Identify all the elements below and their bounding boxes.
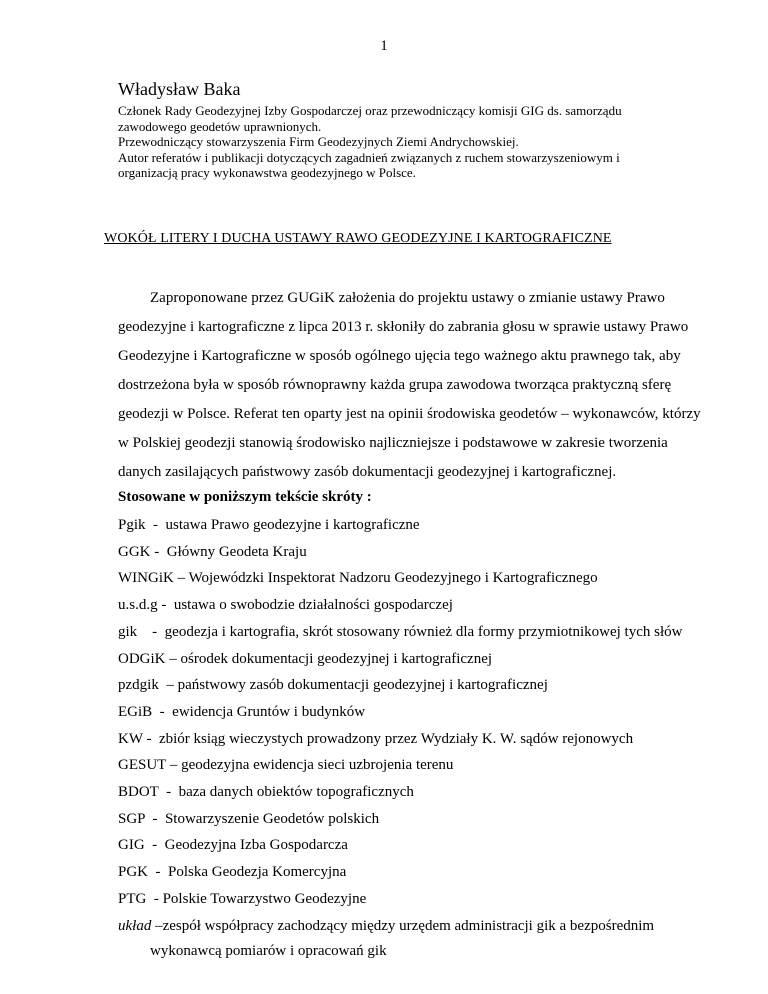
abbreviation-term: układ xyxy=(118,917,152,934)
abbreviation-separator: - xyxy=(158,784,179,801)
abbreviations-list xyxy=(118,512,718,963)
abbreviation-term: KW xyxy=(118,730,143,747)
abbreviation-definition: ustawa o swobodzie działalności gospodarczej xyxy=(173,597,453,614)
abbreviation-item xyxy=(118,832,718,859)
abbreviation-definition: ośrodek dokumentacji geodezyjnej i kartograficznej xyxy=(180,650,493,667)
abbreviation-item xyxy=(118,726,718,753)
abbreviation-term: PTG xyxy=(118,890,147,907)
abbreviation-separator: - xyxy=(137,623,165,640)
abbreviation-definition: Polska Geodezja Komercyjna xyxy=(168,864,347,881)
abbreviation-definition: zbiór ksiąg wieczystych prowadzony przez Wydziały K. W. sądów rejonowych xyxy=(158,730,634,747)
abbreviation-term: GESUT xyxy=(118,757,167,774)
abbreviation-separator: - xyxy=(142,730,159,747)
abbreviation-item xyxy=(118,512,718,539)
intro-line-text: Zaproponowane przez GUGiK założenia do projektu ustawy o zmianie ustawy Prawo xyxy=(150,290,665,306)
abbreviation-separator: – xyxy=(158,677,178,694)
abbreviation-definition: Geodezyjna Izba Gospodarcza xyxy=(164,837,348,854)
abbreviation-separator: – xyxy=(165,650,181,667)
abbreviation-term: EGiB xyxy=(118,703,153,720)
abbreviation-definition: geodezyjna ewidencja sieci uzbrojenia terenu xyxy=(181,757,454,774)
abbreviation-definition: ustawa Prawo geodezyjne i kartograficzne xyxy=(165,517,420,533)
page-number: 1 xyxy=(380,38,388,54)
abbreviation-item xyxy=(118,806,718,833)
author-bio-line: Członek Rady Geodezyjnej Izby Gospodarczej oraz przewodniczący komisji GIG ds. samorządu xyxy=(118,103,622,118)
abbreviation-term: u.s.d.g xyxy=(118,597,158,614)
intro-line: Geodezyjne i Kartograficzne w sposób ogólnego ujęcia tego ważnego aktu prawnego tak, aby xyxy=(118,348,681,364)
author-bio xyxy=(118,103,678,181)
abbreviation-item xyxy=(118,752,718,779)
abbreviation-item xyxy=(118,619,718,646)
abbreviation-term: PGK xyxy=(118,864,149,881)
abbreviation-definition: Stowarzyszenie Geodetów polskich xyxy=(164,810,380,827)
abbreviation-definition: państwowy zasób dokumentacji geodezyjnej i kartograficznej xyxy=(177,677,548,694)
abbreviation-item xyxy=(118,779,718,806)
abbreviation-separator: - xyxy=(144,810,165,827)
abbreviation-item-uklad xyxy=(118,913,718,964)
abbreviation-separator: - xyxy=(144,837,165,854)
abbreviation-term: SGP xyxy=(118,810,145,827)
abbreviation-separator: – xyxy=(166,757,182,774)
abbreviation-separator: - xyxy=(148,864,169,881)
intro-line xyxy=(118,284,664,313)
abbreviation-separator: - xyxy=(152,703,173,720)
abbreviation-definition: Główny Geodeta Kraju xyxy=(166,543,307,560)
abbreviation-term: Pgik xyxy=(118,517,146,533)
abbreviation-separator: - xyxy=(157,597,174,614)
abbreviation-definition: ewidencja Gruntów i budynków xyxy=(172,703,366,720)
abbreviation-item xyxy=(118,646,718,673)
abbreviation-item xyxy=(118,886,718,913)
abbreviation-separator: - xyxy=(145,517,166,533)
intro-line: dostrzeżona była w sposób równoprawny każda grupa zawodowa tworząca praktyczną sferę xyxy=(118,377,672,393)
intro-paragraph xyxy=(118,284,701,487)
abbreviation-definition: Polskie Towarzystwo Geodezyjne xyxy=(162,890,367,907)
author-bio-line: Autor referatów i publikacji dotyczących zagadnień związanych z ruchem stowarzyszeniowym i xyxy=(118,149,620,165)
abbreviation-term: gik xyxy=(118,623,138,640)
author-bio-line: organizacją pracy wykonawstwa geodezyjnego w Polsce. xyxy=(118,165,416,180)
abbreviation-definition: geodezja i kartografia, skrót stosowany również dla formy przymiotnikowej tych słów xyxy=(164,623,683,640)
abbreviation-item xyxy=(118,672,718,699)
abbreviation-definition-continuation: wykonawcą pomiarów i opracowań gik xyxy=(150,943,387,960)
abbreviations-heading: Stosowane w poniższym tekście skróty : xyxy=(118,489,372,505)
intro-line: danych zasilających państwowy zasób dokumentacji geodezyjnej i kartograficznej. xyxy=(118,464,617,480)
abbreviation-definition: zespół współpracy zachodzący między urzędem administracji gik a bezpośrednim xyxy=(162,917,655,934)
intro-line: geodezyjne i kartograficzne z lipca 2013 r. skłoniły do zabrania głosu w sprawie ustawy Prawo xyxy=(118,319,689,335)
abbreviation-separator: – xyxy=(151,917,163,934)
abbreviation-term: GGK xyxy=(118,543,151,560)
author-bio-line: Przewodniczący stowarzyszenia Firm Geodezyjnych Ziemi Andrychowskiej. xyxy=(118,134,519,149)
abbreviation-item xyxy=(118,592,718,619)
abbreviation-separator: – xyxy=(173,570,189,587)
abbreviation-term: pzdgik xyxy=(118,677,159,694)
abbreviation-item xyxy=(118,565,718,592)
abbreviation-term: WINGiK xyxy=(118,570,174,587)
intro-line: geodezji w Polsce. Referat ten oparty jest na opinii środowiska geodetów – wykonawców, którzy xyxy=(118,406,701,422)
intro-line: w Polskiej geodezji stanowią środowisko najliczniejsze i podstawowe w zakresie tworzenia xyxy=(118,435,668,451)
document-title: WOKÓŁ LITERY I DUCHA USTAWY RAWO GEODEZYJNE I KARTOGRAFICZNE xyxy=(104,231,612,246)
abbreviation-item xyxy=(118,859,718,886)
abbreviation-term: GIG xyxy=(118,837,145,854)
abbreviation-definition: Wojewódzki Inspektorat Nadzoru Geodezyjnego i Kartograficznego xyxy=(188,570,598,587)
abbreviation-item xyxy=(118,539,718,566)
author-bio-line: zawodowego geodetów uprawnionych. xyxy=(118,118,322,134)
abbreviation-term: ODGiK xyxy=(118,650,166,667)
abbreviation-term: BDOT xyxy=(118,784,159,801)
abbreviation-definition: baza danych obiektów topograficznych xyxy=(178,784,414,801)
author-name: Władysław Baka xyxy=(118,79,241,99)
abbreviation-separator: - xyxy=(146,890,163,907)
abbreviation-separator: - xyxy=(150,543,167,560)
abbreviation-item xyxy=(118,699,718,726)
